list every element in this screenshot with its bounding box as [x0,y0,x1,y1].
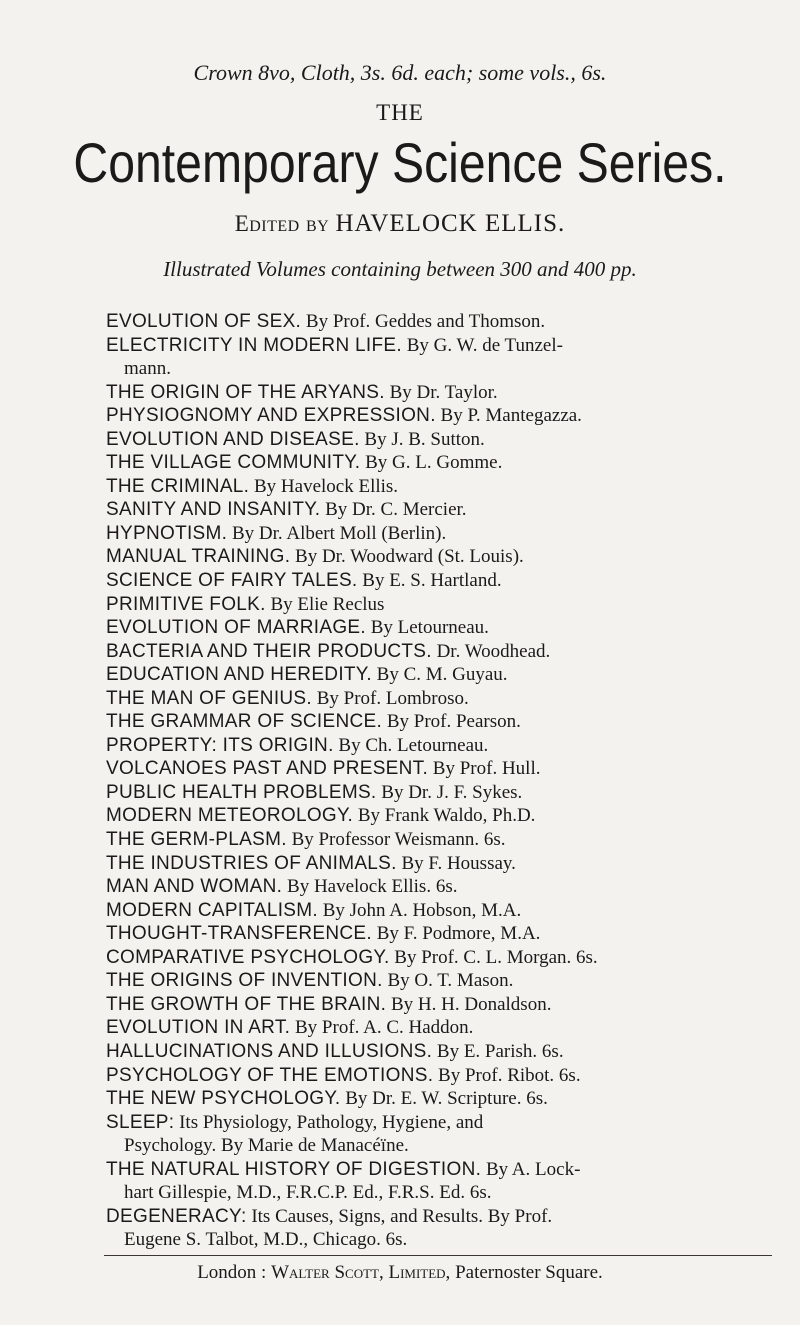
volume-entry [106,757,766,781]
volume-entry [106,663,766,687]
volume-title: PROPERTY: ITS ORIGIN. [106,734,334,756]
volume-title: HALLUCINATIONS AND ILLUSIONS. [106,1040,433,1062]
volume-author: By Havelock Ellis. 6s. [287,876,458,898]
volume-entry [106,875,766,899]
volume-author: By H. H. Donaldson. [391,993,552,1015]
volume-entry [106,404,766,428]
volume-author: By E. S. Hartland. [362,570,502,592]
volume-author: By Prof. Lombroso. [316,687,469,709]
volume-entry [106,569,766,593]
volume-author: By Prof. Geddes and Thomson. [305,311,546,332]
volume-author: By F. Podmore, M.A. [376,923,541,945]
volume-author: By Dr. Albert Moll (Berlin). [231,522,447,544]
volume-title: EVOLUTION OF MARRIAGE. [106,617,366,639]
volume-author: By G. W. de Tunzel- [406,334,563,356]
volume-title: PUBLIC HEALTH PROBLEMS. [106,781,377,803]
volume-title: THE MAN OF GENIUS. [106,687,312,709]
volume-title: EDUCATION AND HEREDITY. [106,664,372,686]
volume-author: By Prof. Ribot. 6s. [438,1064,581,1086]
footer-place: London : [197,1262,267,1283]
volume-author: By P. Mantegazza. [440,405,582,427]
publisher-footer [0,1262,800,1284]
volume-author: By O. T. Mason. [387,970,514,992]
volume-title: ELECTRICITY IN MODERN LIFE. [106,334,402,356]
volume-title: SCIENCE OF FAIRY TALES. [106,570,358,592]
volume-author: By Dr. Woodward (St. Louis). [295,546,524,568]
volume-author: By Letourneau. [370,617,489,639]
volume-title: MAN AND WOMAN. [106,876,283,898]
volume-title: THE VILLAGE COMMUNITY. [106,452,361,474]
volume-title: THOUGHT-TRANSFERENCE. [106,923,372,945]
volume-entry [106,1016,766,1040]
volume-author: Its Physiology, Pathology, Hygiene, and [179,1111,484,1133]
volume-entry [106,852,766,876]
volume-entry [106,1087,766,1111]
volume-title: SANITY AND INSANITY. [106,499,321,521]
volume-entry [106,1205,766,1252]
volume-title: EVOLUTION AND DISEASE. [106,428,360,450]
volume-title: EVOLUTION IN ART. [106,1017,291,1039]
volume-title: THE NEW PSYCHOLOGY. [106,1088,341,1110]
volume-entry [106,334,766,381]
volume-entry [106,922,766,946]
volume-entry [106,969,766,993]
editor-name: HAVELOCK ELLIS. [335,210,566,237]
volume-title: THE ORIGIN OF THE ARYANS. [106,381,385,403]
volume-title: VOLCANOES PAST AND PRESENT. [106,758,429,780]
volume-entry [106,804,766,828]
volume-list [106,310,766,1252]
series-title: Contemporary Science Series. [73,131,727,194]
volume-title: MODERN CAPITALISM. [106,899,318,921]
volume-entry [106,475,766,499]
volume-entry [106,1040,766,1064]
volume-title: THE INDUSTRIES OF ANIMALS. [106,852,397,874]
volume-author: By Elie Reclus [270,593,385,615]
volume-continuation: Eugene S. Talbot, M.D., Chicago. 6s. [124,1229,408,1251]
volume-continuation: Psychology. By Marie de Manacéïne. [124,1135,409,1157]
volume-author: By J. B. Sutton. [364,428,485,450]
volume-author: By Prof. A. C. Haddon. [295,1017,474,1039]
volume-author: By Prof. Hull. [432,758,541,780]
volume-entry [106,428,766,452]
volume-entry [106,593,766,617]
volume-author: By Ch. Letourneau. [338,734,489,756]
volume-entry [106,640,766,664]
volume-entry [106,828,766,852]
volume-entry [106,616,766,640]
footer-publisher: Walter Scott, Limited, [271,1262,451,1283]
volume-entry [106,451,766,475]
volume-title: HYPNOTISM. [106,522,228,544]
footer-address: Paternoster Square. [455,1262,603,1283]
volume-author: By F. Houssay. [401,852,516,874]
volume-entry [106,310,766,334]
volume-entry [106,734,766,758]
volume-title: PHYSIOGNOMY AND EXPRESSION. [106,405,436,427]
volume-entry [106,710,766,734]
volume-author: By Frank Waldo, Ph.D. [357,805,536,827]
volume-author: Its Causes, Signs, and Results. By Prof. [251,1205,553,1227]
volume-title: THE CRIMINAL. [106,475,250,497]
volume-entry [106,687,766,711]
series-article: THE [376,100,424,125]
volume-author: By E. Parish. 6s. [436,1040,564,1062]
volume-author: By A. Lock- [485,1158,581,1180]
volume-entry [106,498,766,522]
volume-title: MODERN METEOROLOGY. [106,805,354,827]
volume-author: By Havelock Ellis. [254,475,399,497]
volume-title: PRIMITIVE FOLK. [106,593,266,615]
volume-author: By G. L. Gomme. [365,452,503,474]
volume-entry [106,545,766,569]
volume-entry [106,899,766,923]
volume-author: By John A. Hobson, M.A. [322,899,522,921]
volume-author: By Prof. Pearson. [386,711,521,733]
volume-title: PSYCHOLOGY OF THE EMOTIONS. [106,1064,434,1086]
volume-title: THE NATURAL HISTORY OF DIGESTION. [106,1158,482,1180]
volume-title: THE GROWTH OF THE BRAIN. [106,993,387,1015]
price-line: Crown 8vo, Cloth, 3s. 6d. each; some vols., 6s. [193,60,607,85]
volume-entry [106,1064,766,1088]
volume-author: By Dr. E. W. Scripture. 6s. [345,1088,548,1110]
volume-entry [106,946,766,970]
footer-rule [104,1255,772,1256]
volume-entry [106,1111,766,1158]
volume-author: By Dr. Taylor. [389,381,498,403]
volume-entry [106,781,766,805]
volume-author: By Dr. J. F. Sykes. [381,781,523,803]
volume-title: DEGENERACY: [106,1205,247,1227]
volume-continuation: hart Gillespie, M.D., F.R.C.P. Ed., F.R.S. Ed. 6s. [124,1182,492,1204]
volume-entry [106,993,766,1017]
volume-title: SLEEP: [106,1111,175,1133]
volume-title: MANUAL TRAINING. [106,546,291,568]
volume-title: THE ORIGINS OF INVENTION. [106,970,383,992]
volume-title: THE GRAMMAR OF SCIENCE. [106,711,383,733]
volume-continuation: mann. [124,358,171,380]
volume-author: By Dr. C. Mercier. [325,499,467,521]
volume-entry [106,1158,766,1205]
volume-entry [106,381,766,405]
volume-author: Dr. Woodhead. [436,640,551,662]
volume-author: By Professor Weismann. 6s. [291,829,506,851]
volume-title: EVOLUTION OF SEX. [106,311,302,332]
volume-title: THE GERM-PLASM. [106,829,287,851]
volume-title: COMPARATIVE PSYCHOLOGY. [106,946,390,968]
edited-by-label: Edited by [234,211,330,236]
volume-author: By Prof. C. L. Morgan. 6s. [394,946,598,968]
volume-author: By C. M. Guyau. [376,664,508,686]
edited-by-line [0,210,800,238]
volume-title: BACTERIA AND THEIR PRODUCTS. [106,640,432,662]
illustrated-note: Illustrated Volumes containing between 300 and 400 pp. [163,257,637,281]
volume-entry [106,522,766,546]
